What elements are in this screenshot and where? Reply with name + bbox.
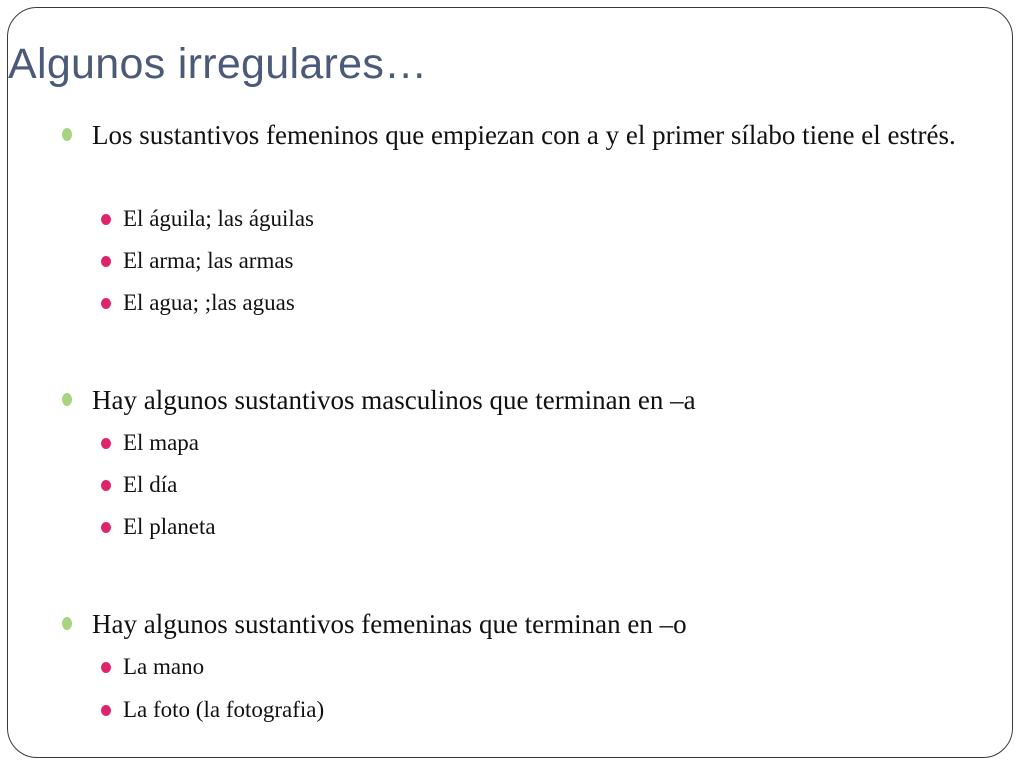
bullet-level1-text: Hay algunos sustantivos femeninas que terminan en –o <box>92 609 687 639</box>
bullet-level2-text: El mapa <box>123 430 199 455</box>
bullet-icon <box>101 298 111 309</box>
bullet-icon <box>101 705 111 716</box>
bullet-level2-text: El agua; ;las aguas <box>123 290 295 315</box>
bullet-icon <box>101 662 111 673</box>
slide-title: Algunos irregulares… <box>8 40 428 88</box>
bullet-icon <box>101 438 111 449</box>
bullet-level2-text: El día <box>123 472 178 497</box>
bullet-level2-text: El arma; las armas <box>123 248 294 273</box>
bullet-icon <box>101 522 111 533</box>
bullet-level2-text: La mano <box>123 654 205 679</box>
bullet-level1-text: Hay algunos sustantivos masculinos que terminan en –a <box>92 385 696 415</box>
bullet-icon <box>101 214 111 225</box>
bullet-icon <box>101 256 111 267</box>
bullet-icon <box>62 393 72 406</box>
bullet-icon <box>62 617 72 630</box>
bullet-level2-text: El planeta <box>123 514 216 539</box>
bullet-level1-text: Los sustantivos femeninos que empiezan con a y el primer sílabo tiene el estrés. <box>92 120 956 150</box>
bullet-icon <box>62 128 72 141</box>
bullet-icon <box>101 480 111 491</box>
bullet-level2-text: El águila; las águilas <box>123 206 314 231</box>
bullet-level2-text: La foto (la fotografia) <box>123 697 325 722</box>
